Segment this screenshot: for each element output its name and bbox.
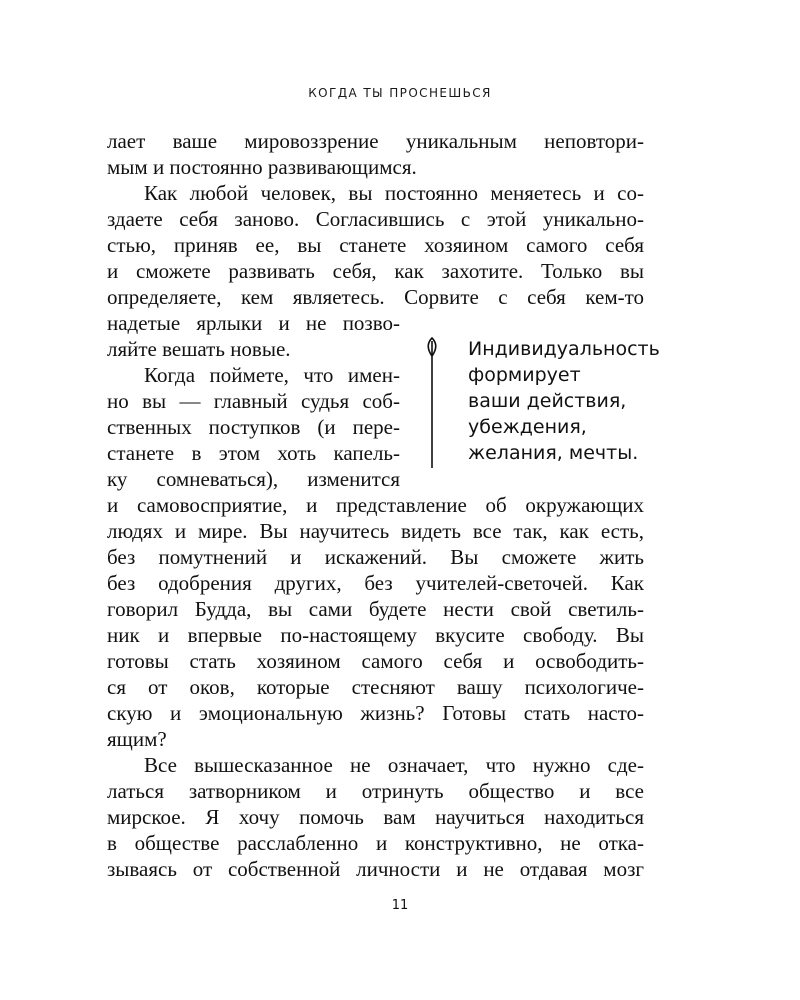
body-line: без помутнений и искажений. Вы сможете жить xyxy=(107,545,644,569)
body-line: готовы стать хозяином самого себя и освободить- xyxy=(107,649,644,673)
body-line: ник и впервые по-настоящему вкусите свободу. Вы xyxy=(107,623,644,647)
body-line: ственных поступков (и пере- xyxy=(107,415,400,439)
sidenote-line: формирует xyxy=(468,364,581,386)
body-line: лает ваше мировоззрение уникальным неповтори- xyxy=(107,129,644,153)
body-line: в обществе расслабленно и конструктивно, не отка- xyxy=(107,831,644,855)
body-line: без одобрения других, без учителей-светочей. Как xyxy=(107,571,644,595)
sidenote-line: убеждения, xyxy=(468,416,587,438)
body-line: Когда поймете, что имен- xyxy=(144,363,400,387)
body-line: ся от оков, которые стесняют вашу психологиче- xyxy=(107,675,644,699)
body-line: мым и постоянно развивающимся. xyxy=(107,155,417,179)
body-line: Как любой человек, вы постоянно меняетесь и со- xyxy=(144,181,644,205)
body-line: определяете, кем являетесь. Сорвите с себя кем-то xyxy=(107,285,644,309)
body-line: говорил Будда, вы сами будете нести свой светиль- xyxy=(107,597,644,621)
body-line: людях и мире. Вы научитесь видеть все так, как есть, xyxy=(107,519,644,543)
sidenote-line: желания, мечты. xyxy=(468,442,639,464)
body-line: ящим? xyxy=(107,727,167,751)
running-header: КОГДА ТЫ ПРОСНЕШЬСЯ xyxy=(308,86,492,100)
leaf-stem-icon xyxy=(424,337,440,469)
body-line: мирское. Я хочу помочь вам научиться находиться xyxy=(107,805,644,829)
body-line: ку сомневаться), изменится xyxy=(107,467,400,491)
body-line: ляйте вешать новые. xyxy=(107,337,291,361)
body-line: зываясь от собственной личности и не отдавая мозг xyxy=(107,857,644,881)
sidenote-line: Индивидуальность xyxy=(468,338,660,360)
body-line: латься затворником и отринуть общество и все xyxy=(107,779,644,803)
body-line: и сможете развивать себя, как захотите. Только вы xyxy=(107,259,644,283)
body-line: но вы — главный судья соб- xyxy=(107,389,400,413)
page-number: 11 xyxy=(391,898,409,913)
body-line: здаете себя заново. Согласившись с этой уникально- xyxy=(107,207,644,231)
body-line: надетые ярлыки и не позво- xyxy=(107,311,400,335)
body-line: Все вышесказанное не означает, что нужно сде- xyxy=(144,753,644,777)
body-line: скую и эмоциональную жизнь? Готовы стать насто- xyxy=(107,701,644,725)
body-line: и самовосприятие, и представление об окружающих xyxy=(107,493,644,517)
sidenote-line: ваши действия, xyxy=(468,390,627,412)
body-line: стью, приняв ее, вы станете хозяином самого себя xyxy=(107,233,644,257)
body-line: станете в этом хоть капель- xyxy=(107,441,400,465)
